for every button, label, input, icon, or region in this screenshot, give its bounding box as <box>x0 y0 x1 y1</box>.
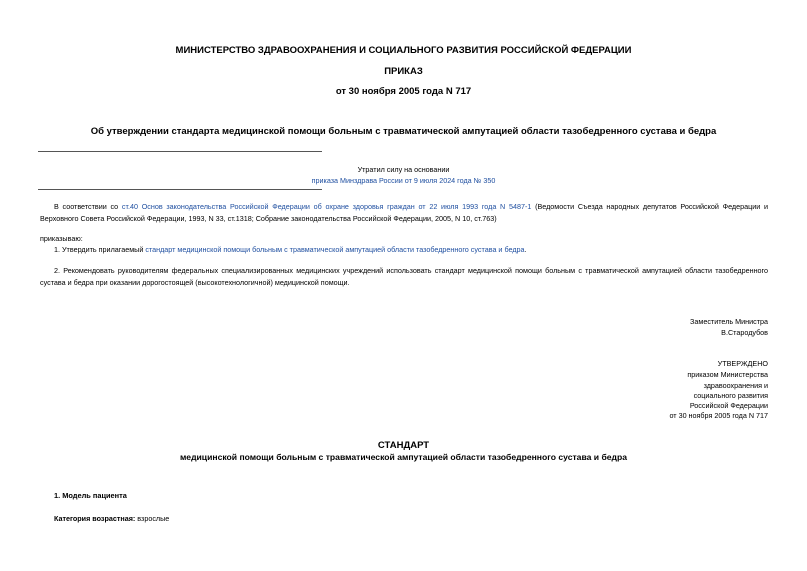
preamble-line2: Верховного Совета Российской Федерации, 1993, N 33, ст.1318; Собрание законодательства Российской Федерации, 2005, N 10, ст.763) <box>40 214 497 223</box>
item1-prefix: 1. Утвердить прилагаемый <box>54 245 146 254</box>
doc-type-heading: ПРИКАЗ <box>384 66 423 77</box>
standard-heading: СТАНДАРТ <box>377 440 430 451</box>
repeal-note: Утратил силу на основании <box>357 165 450 174</box>
approved-line4: социального развития <box>693 391 768 400</box>
age-category-label: Категория возрастная: <box>54 514 136 523</box>
item1-suffix: . <box>524 245 527 254</box>
divider-bottom <box>38 189 322 190</box>
standard-subheading: медицинской помощи больным с травматической ампутацией области тазобедренного сустава и бедра <box>179 452 628 462</box>
ministry-heading: МИНИСТЕРСТВО ЗДРАВООХРАНЕНИЯ И СОЦИАЛЬНОГО РАЗВИТИЯ РОССИЙСКОЙ ФЕДЕРАЦИИ <box>175 45 632 56</box>
preamble-prefix: В соответствии со <box>54 202 122 211</box>
age-category <box>54 514 169 523</box>
order-item-1 <box>54 244 527 256</box>
doc-title: Об утверждении стандарта медицинской помощи больным с травматической ампутацией области тазобедренного сустава и бедра <box>90 126 717 137</box>
prikazyvayu-text: приказываю: <box>40 234 83 243</box>
preamble-suffix: (Ведомости Съезда народных депутатов Российской Федерации и <box>531 202 768 211</box>
item2-line1: 2. Рекомендовать руководителям федеральных специализированных медицинских учреждений использовать стандарт медицинской помощи больным с травматической ампутацией области тазобедренного <box>54 266 768 275</box>
repeal-link[interactable]: приказа Минздрава России от 9 июля 2024 года № 350 <box>311 176 496 185</box>
approved-line2: приказом Министерства <box>687 370 768 379</box>
approved-line3: здравоохранения и <box>703 381 768 390</box>
item2-line2: сустава и бедра при оказании дорогостоящей (высокотехнологичной) медицинской помощи. <box>40 278 350 287</box>
age-category-value: взрослые <box>135 514 170 523</box>
section-1-heading: 1. Модель пациента <box>54 491 127 500</box>
divider-top <box>38 151 322 152</box>
approved-line5: Российской Федерации <box>689 401 768 410</box>
preamble-paragraph <box>40 201 768 225</box>
order-item-2 <box>40 265 768 289</box>
law-article-link[interactable]: ст.40 Основ законодательства Российской Федерации об охране здоровья граждан от 22 июля 1993 года N 5487-1 <box>121 202 532 211</box>
doc-date-number: от 30 ноября 2005 года N 717 <box>335 86 472 97</box>
approved-line6: от 30 ноября 2005 года N 717 <box>669 411 768 420</box>
approved-line1: УТВЕРЖДЕНО <box>717 359 768 368</box>
signature-name: В.Стародубов <box>721 328 768 337</box>
signature-position: Заместитель Министра <box>690 317 768 326</box>
standard-link[interactable]: стандарт медицинской помощи больным с травматической ампутацией области тазобедренного сустава и бедра <box>145 245 525 254</box>
